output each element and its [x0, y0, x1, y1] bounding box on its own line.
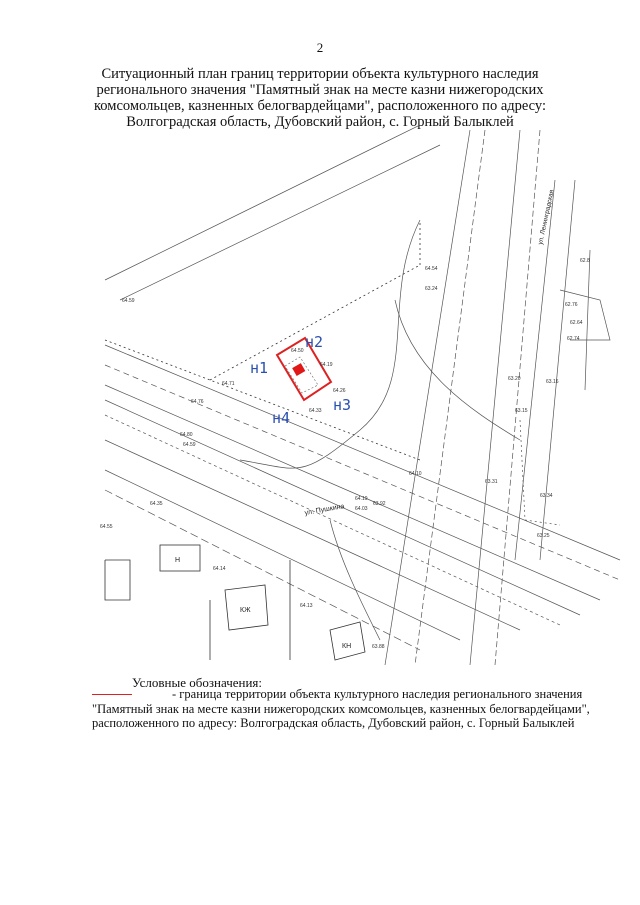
elevation-label: 64.26: [333, 388, 346, 394]
road-line: [105, 415, 560, 625]
elevation-label: 64.19: [320, 362, 333, 368]
elevation-label: 64.59: [183, 442, 196, 448]
elevation-label: 62.8: [580, 258, 590, 264]
title-line-4: Волгоградская область, Дубовский район, с. Горный Балыклей: [126, 114, 514, 130]
building: [105, 560, 130, 600]
elevation-label: 64.35: [150, 501, 163, 507]
elevation-label: 64.33: [309, 408, 322, 414]
building-label: КЖ: [240, 607, 251, 614]
road-line: [515, 180, 555, 560]
point-label-n1: н1: [250, 359, 269, 377]
title-line-3: комсомольцев, казненных белогвардейцами", расположенного по адресу:: [93, 98, 547, 114]
elevation-label: 63.24: [425, 286, 438, 292]
building-label: Н: [175, 557, 181, 564]
dotted-fence: [105, 340, 420, 460]
building: [330, 622, 365, 660]
elevation-label: 63.25: [537, 533, 550, 539]
elevation-label: 64.10: [409, 471, 422, 477]
road-line: [415, 130, 485, 665]
point-label-n2: н2: [305, 333, 324, 351]
fence: [560, 290, 610, 340]
dotted-fence: [210, 265, 420, 380]
elevation-label: 64.19: [355, 496, 368, 502]
point-label-n4: н4: [272, 409, 291, 427]
terrain-curve: [240, 220, 420, 468]
elevation-label: 64.54: [425, 266, 438, 272]
road-line: [120, 145, 440, 300]
elevation-label: 62.64: [570, 320, 583, 326]
road-line: [105, 440, 520, 630]
situational-plan-map: [0, 125, 640, 670]
elevation-label: 63.15: [515, 408, 528, 414]
building-label: КН: [342, 643, 352, 650]
elevation-marks: [100, 258, 590, 650]
road-line: [105, 125, 420, 280]
road-line: [105, 470, 460, 640]
page-number: 2: [316, 40, 324, 55]
legend-line-1: - граница территории объекта культурного наследия регионального значения: [172, 687, 583, 701]
terrain-curve: [330, 520, 380, 640]
fence: [585, 250, 590, 390]
elevation-label: 64.03: [355, 506, 368, 512]
elevation-label: 64.71: [222, 381, 235, 387]
elevation-label: 62.74: [567, 336, 580, 342]
elevation-label: 63.16: [546, 379, 559, 385]
elevation-label: 62.76: [565, 302, 578, 308]
street-label-leningradskaya: ул. Ленинградская: [537, 189, 556, 246]
elevation-label: 64.76: [191, 399, 204, 405]
elevation-label: 64.50: [291, 348, 304, 354]
elevation-label: 63.20: [508, 376, 521, 382]
elevation-label: 64.14: [213, 566, 226, 572]
road-line: [105, 365, 620, 580]
elevation-label: 63.92: [373, 501, 386, 507]
road-line: [105, 385, 600, 600]
legend-description: [92, 687, 612, 731]
elevation-label: 64.13: [300, 603, 313, 609]
document-title: [90, 66, 550, 130]
street-label-pushkina: ул. Пушкина: [304, 503, 345, 517]
elevation-label: 64.59: [122, 298, 135, 304]
title-line-2: регионального значения "Памятный знак на месте казни нижегородских: [96, 82, 544, 98]
fence: [520, 420, 560, 525]
terrain-curve: [395, 300, 520, 440]
point-label-n3: н3: [333, 396, 352, 414]
legend-line-3: расположенного по адресу: Волгоградская область, Дубовский район, с. Горный Балыклей: [92, 716, 575, 730]
elevation-label: 64.55: [100, 524, 113, 530]
elevation-label: 63.34: [540, 493, 553, 499]
title-line-1: Ситуационный план границ территории объекта культурного наследия: [101, 66, 539, 82]
elevation-label: 63.31: [485, 479, 498, 485]
elevation-label: 63.88: [372, 644, 385, 650]
legend-line-2: "Памятный знак на месте казни нижегородских комсомольцев, казненных белогвардейцами",: [92, 701, 590, 716]
monument-marker: [292, 363, 305, 376]
road-line: [495, 130, 540, 665]
road-line: [385, 130, 470, 665]
legend-heading: Условные обозначения:: [132, 675, 263, 690]
elevation-label: 64.80: [180, 432, 193, 438]
